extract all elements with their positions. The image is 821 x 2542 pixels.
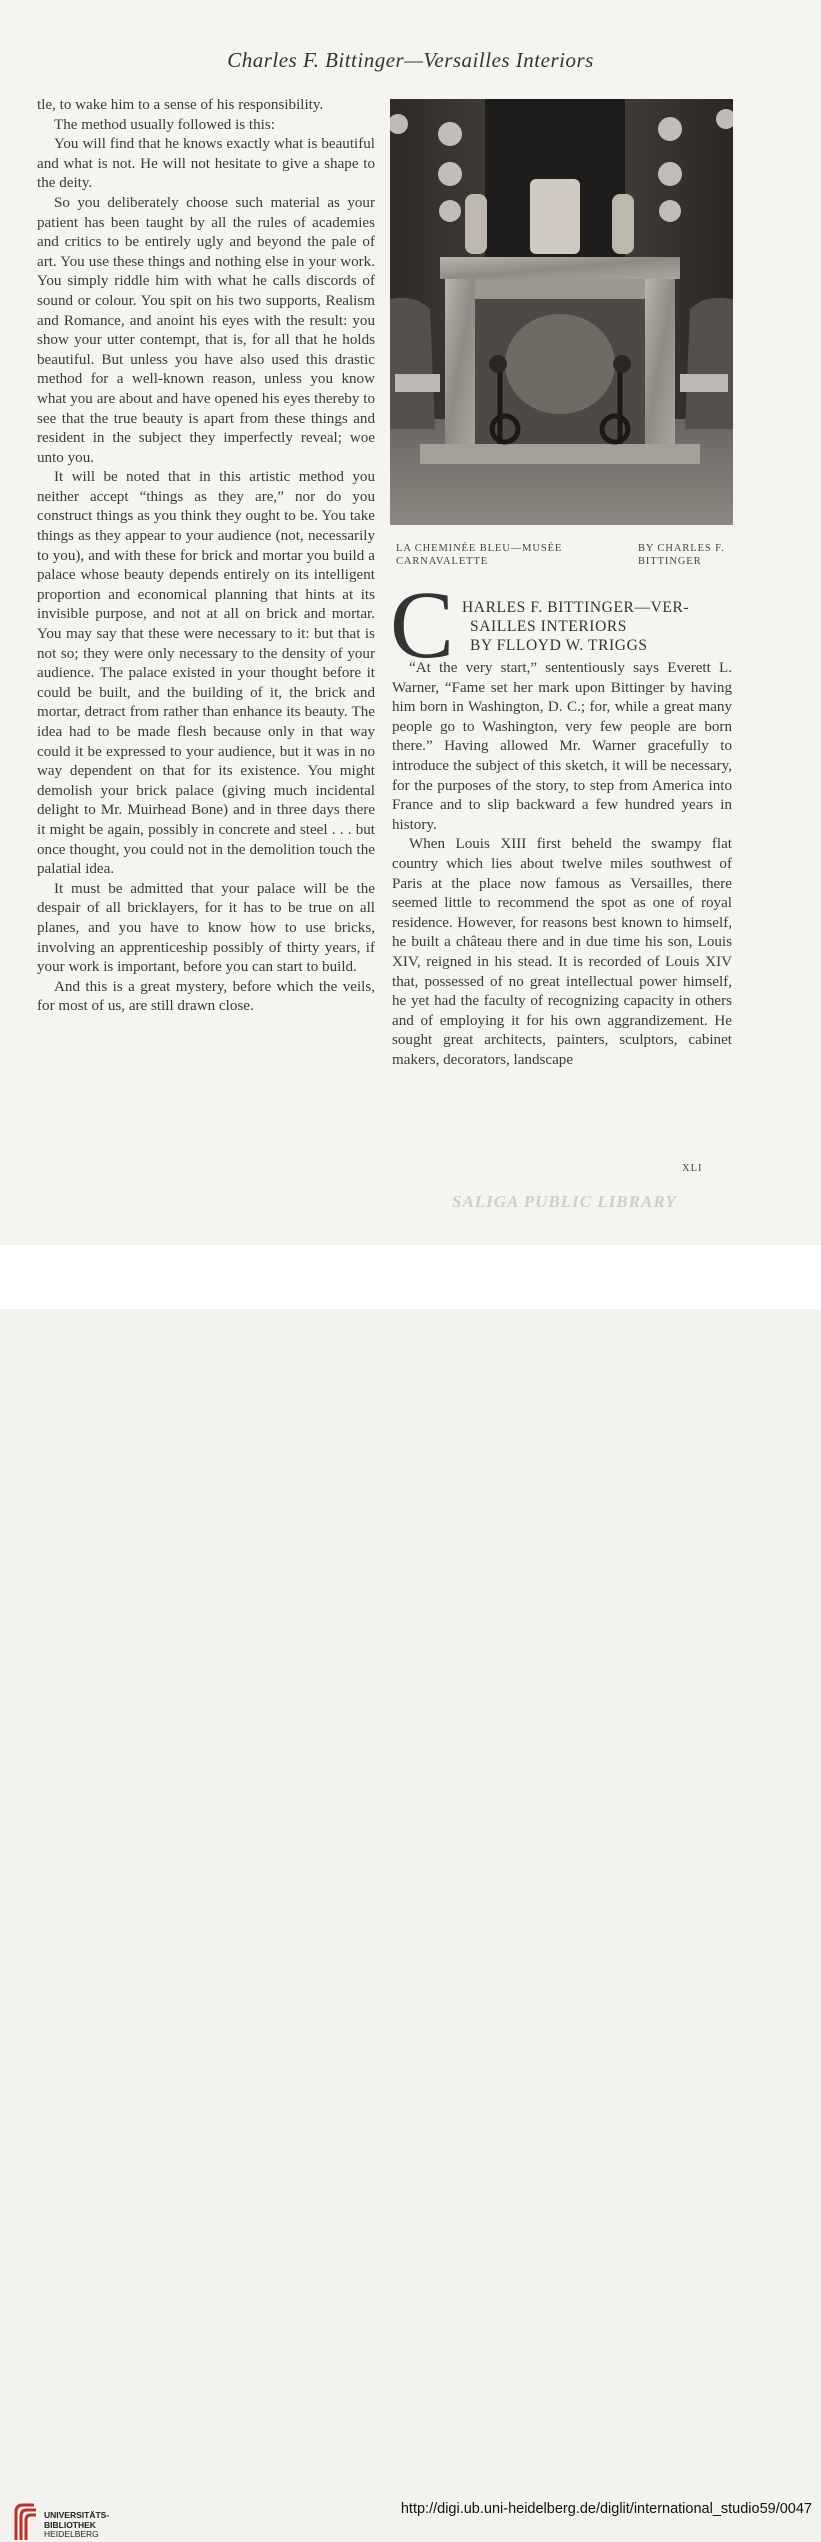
running-title: Charles F. Bittinger—Versailles Interiors (227, 48, 594, 72)
figure-caption-title: LA CHEMINÉE BLEU—MUSÉE CARNAVALETTE (396, 543, 563, 567)
logo-line: HEIDELBERG (44, 2529, 99, 2539)
right-column (392, 659, 732, 1070)
article-byline: BY FLLOYD W. TRIGGS (470, 637, 648, 654)
fireplace-photograph (390, 99, 733, 525)
article-title (462, 598, 689, 655)
paragraph: And this is a great mystery, before which the veils, for most of us, are still drawn close. (37, 978, 375, 1015)
paragraph: The method usually followed is this: (54, 116, 275, 133)
article-title-line: SAILLES INTERIORS (470, 618, 628, 635)
figure-caption-credit: BY CHARLES F. BITTINGER (638, 543, 725, 567)
library-logo-text (44, 2511, 109, 2540)
fireplace-illustration (390, 99, 733, 525)
paragraph: “At the very start,” sententiously says Everett L. Warner, “Fame set her mark upon Bittinger by having him born in Washington, D. C.; for, while a great many people go to Washington, very few people are born there.” Having allowed Mr. Warner gracefully to introduce the subject of this sketch, it will be necessary, for the purposes of the story, to step from America into France and to slip backward a few hundred years in history. (392, 660, 732, 833)
page-scan (0, 0, 821, 1245)
logo-line: UNIVERSITÄTS- (44, 2510, 110, 2520)
paragraph: tle, to wake him to a sense of his responsibility. (37, 97, 324, 113)
paragraph: So you deliberately choose such material as your patient has been taught by all the rules of academies and critics to be entirely ugly and beyond the pale of art. You use these things and nothing else in your work. You simply riddle him with what he calls discords of sound or colour. You spit on his two supports, Realism and Romance, and anoint his eyes with the result: you show your utter contempt, that is, for all that he holds beautiful. But unless you have also used this drastic method for a well-known reason, unless you know what you are about and have opened his eyes thereby to see that the true beauty is apart from these things and resident in the subject they imperfectly reveal; woe unto you. (37, 194, 375, 466)
library-stamp: SALIGA PUBLIC LIBRARY (452, 1192, 677, 1211)
article-title-line: HARLES F. BITTINGER—VER- (462, 599, 690, 616)
paragraph: You will find that he knows exactly what is beautiful and what is not. He will not hesitate to give a shape to the deity. (37, 136, 375, 192)
source-url-link[interactable]: http://digi.ub.uni-heidelberg.de/diglit/international_studio59/0047 (400, 2501, 812, 2517)
drop-cap: C (390, 571, 455, 678)
digitization-footer (0, 1245, 821, 2539)
paragraph: It must be admitted that your palace will be the despair of all bricklayers, for it has to be true on all planes, and you have to know how to use bricks, involving an apprenticeship possibly of thirty years, if your work is important, before you can start to build. (37, 880, 375, 976)
paragraph: It will be noted that in this artistic method you neither accept “things as they are,” nor do you construct things as you think they ought to be. You take things as they appear to your audience (not, necessarily to you), and with these for brick and mortar you build a palace whose beauty depends entirely on its intelligent proportion and economical planning that hints at its invisible purpose, and not at all on brick and mortar. You may say that these were necessary to it: but that is not so; they were only necessary to the density of your audience. The palace existed in your thought before it could be built, and the building of it, the brick and mortar, detract from rather than enhance its beauty. The idea had to be made flesh because only in that way could it be expressed to your audience, but it was in no way dependent on that for its existence. You might demolish your brick palace (giving much incidental delight to Mr. Muirhead Bone) and in three days there it might be again, possibly in concrete and steel . . . but once thought, you could not in the demolition touch the palatial idea. (37, 469, 375, 878)
paragraph: When Louis XIII first beheld the swampy flat country which lies about twelve miles southwest of Paris at the place now famous as Versailles, there seemed little to recommend the spot as one of royal residence. However, for reasons best known to himself, he built a château there and in due time his son, Louis XIV, reigned in his stead. It is recorded of Louis XIV that, possessed of no great intellectual power himself, he yet had the faculty of recognizing capacity in others and of employing it for his own aggrandizement. He sought great architects, painters, sculptors, cabinet makers, decorators, landscape (392, 836, 732, 1068)
page-number: XLI (682, 1163, 703, 1174)
left-column (37, 96, 375, 1017)
logo-line: BIBLIOTHEK (44, 2519, 96, 2530)
library-logo-icon (12, 2502, 38, 2542)
